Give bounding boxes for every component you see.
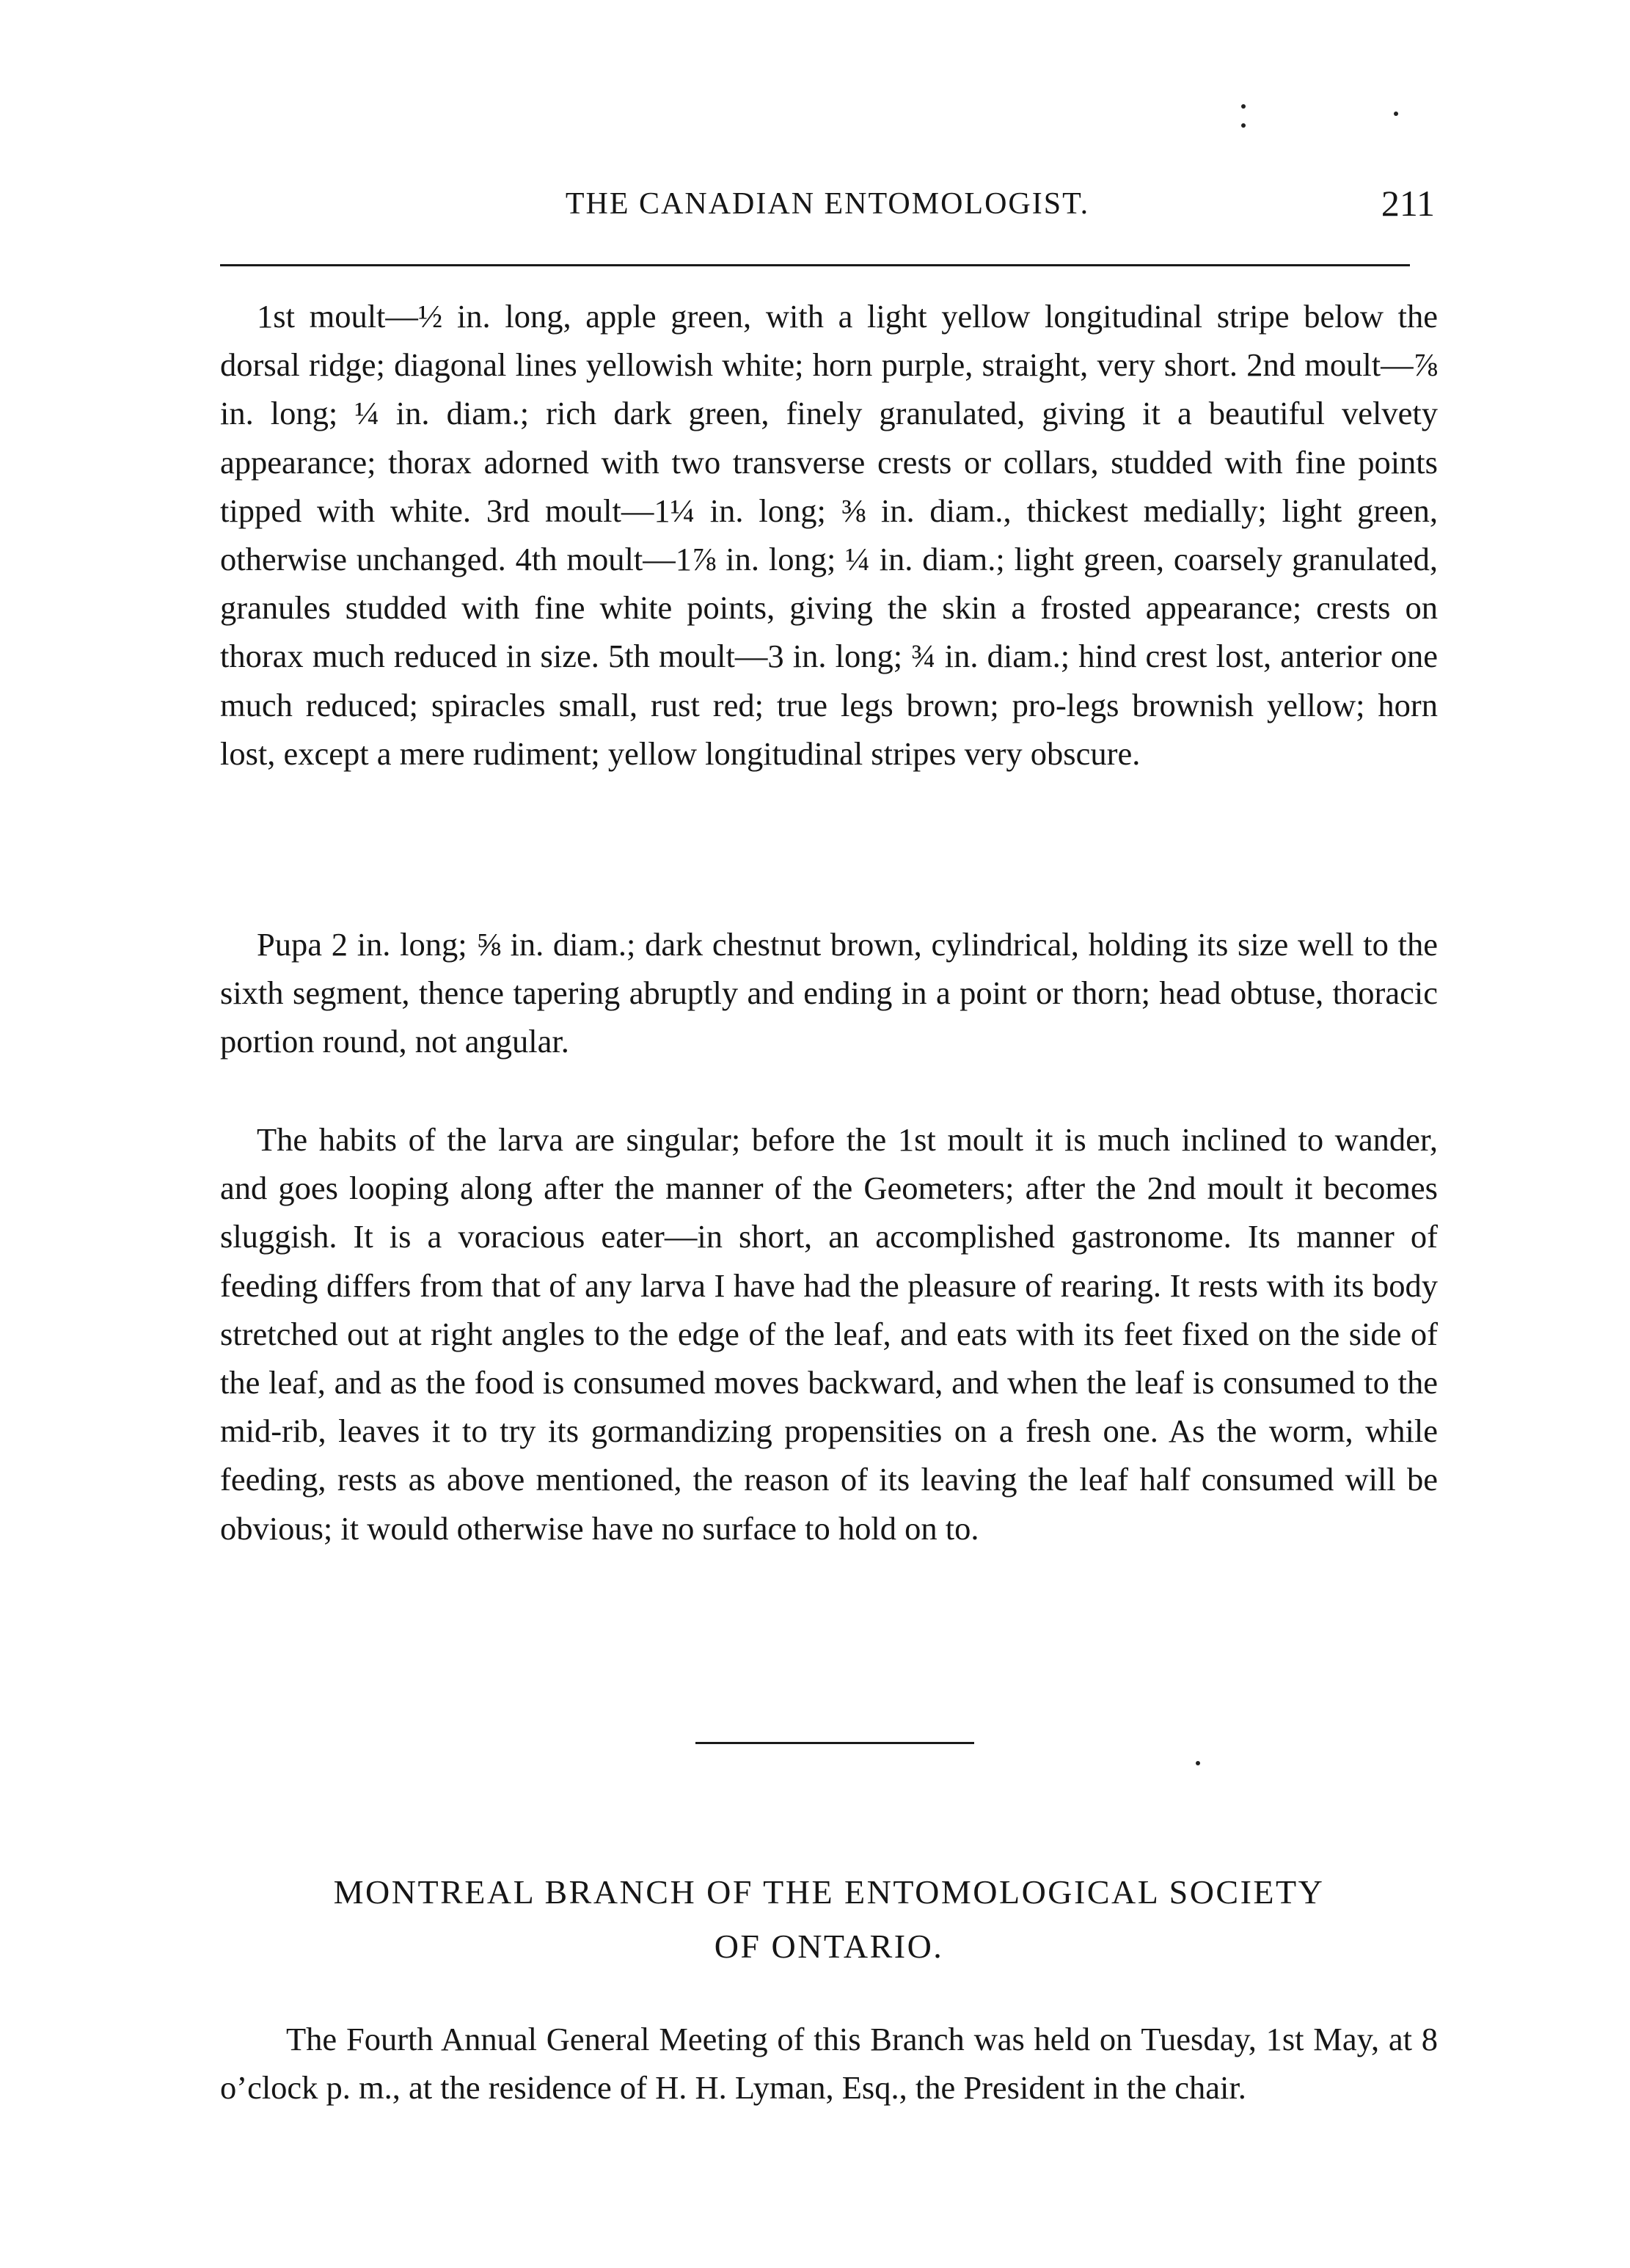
running-title: THE CANADIAN ENTOMOLOGIST. (565, 187, 1090, 221)
section-paragraph (220, 2015, 1438, 2112)
page-header (220, 182, 1435, 233)
paragraph-text: Pupa 2 in. long; ⅝ in. diam.; dark chestnut brown, cylindrical, holding its size well to the sixth segment, thence tapering abruptly and ending in a point or thorn; head obtuse, thoracic portion round, not angular. (220, 926, 1438, 1060)
print-speck (1241, 104, 1246, 109)
print-speck (1241, 123, 1246, 128)
section-heading-line1: MONTREAL BRANCH OF THE ENTOMOLOGICAL SOCIETY (333, 1873, 1325, 1911)
section-heading-line2: OF ONTARIO. (714, 1928, 944, 1965)
section-heading (220, 1865, 1438, 1974)
article-paragraph-habits (220, 1115, 1438, 1553)
page-number: 211 (1381, 183, 1435, 224)
article-paragraph-moults (220, 292, 1438, 778)
paragraph-text: The habits of the larva are singular; before the 1st moult it is much inclined to wander, and goes looping along after the manner of the Geometers; after the 2nd moult it becomes sluggish. It is a voracious eater—in short, an accomplished gastronome. Its manner of feeding differs from that of any larva I have had the pleasure of rearing. It rests with its body stretched out at right angles to the edge of the leaf, and eats with its feet fixed on the side of the leaf, and as the food is consumed moves backward, and when the leaf is consumed to the mid-rib, leaves it to try its gormandizing propensities on a fresh one. As the worm, while feeding, rests as above mentioned, the reason of its leaving the leaf half consumed will be obvious; it would otherwise have no surface to hold on to. (220, 1121, 1438, 1547)
section-divider (695, 1742, 974, 1744)
print-speck (1394, 112, 1398, 116)
article-paragraph-pupa (220, 920, 1438, 1066)
paragraph-text: 1st moult—½ in. long, apple green, with a light yellow longitudinal stripe below the dorsal ridge; diagonal lines yellowish white; horn purple, straight, very short. 2nd moult—⅞ in. long; ¼ in. diam.; rich dark green, finely granulated, giving it a beautiful velvety appearance; thorax adorned with two transverse crests or collars, studded with fine points tipped with white. 3rd moult—1¼ in. long; ⅜ in. diam., thickest medially; light green, otherwise unchanged. 4th moult—1⅞ in. long; ¼ in. diam.; light green, coarsely granulated, granules studded with fine white points, giving the skin a frosted appearance; crests on thorax much reduced in size. 5th moult—3 in. long; ¾ in. diam.; hind crest lost, anterior one much reduced; spiracles small, rust red; true legs brown; pro-legs brownish yellow; horn lost, except a mere rudiment; yellow longitudinal stripes very obscure. (220, 298, 1438, 772)
print-speck (1196, 1761, 1200, 1765)
header-rule (220, 264, 1410, 266)
paragraph-text: The Fourth Annual General Meeting of this Branch was held on Tuesday, 1st May, at 8 o’clock p. m., at the residence of H. H. Lyman, Esq., the President in the chair. (220, 2021, 1438, 2107)
